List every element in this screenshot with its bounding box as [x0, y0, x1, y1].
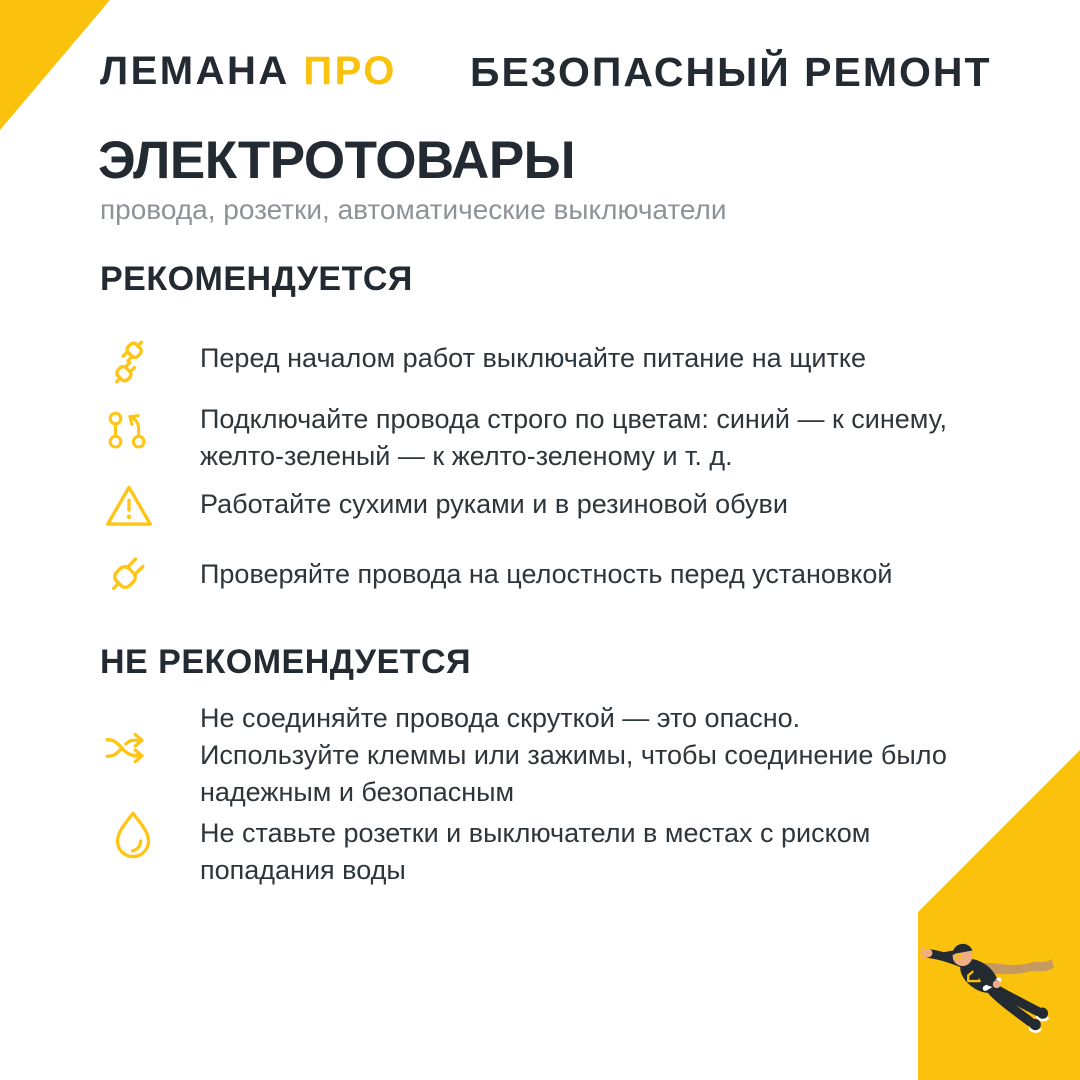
page-title: ЭЛЕКТРОТОВАРЫ [98, 131, 576, 190]
section-heading-not-recommended: НЕ РЕКОМЕНДУЕТСЯ [100, 643, 472, 681]
item-text-line: Работайте сухими руками и в резиновой обуви [200, 489, 788, 519]
item-text-line: Не соединяйте провода скруткой — это опасно. [200, 703, 801, 733]
plug-icon [100, 544, 158, 602]
brand-logo [100, 49, 397, 94]
corner-triangle-top-left [0, 0, 110, 130]
recommendation-item [200, 401, 947, 475]
plugs-connect-icon [100, 333, 158, 391]
item-text-line: Не ставьте розетки и выключатели в местах с риском [200, 818, 871, 848]
warning-triangle-icon [100, 479, 158, 537]
twisted-wires-icon [100, 719, 158, 777]
section-heading-recommended: РЕКОМЕНДУЕТСЯ [100, 260, 413, 298]
header-title: БЕЗОПАСНЫЙ РЕМОНТ [470, 49, 992, 95]
item-text-line: Перед началом работ выключайте питание на щитке [200, 343, 866, 373]
recommendation-item [200, 486, 788, 523]
logo-text-primary: ЛЕМАНА [100, 49, 290, 93]
item-text-line: желто-зеленый — к желто-зеленому и т. д. [200, 441, 733, 471]
page-subtitle: провода, розетки, автоматические выключатели [100, 194, 727, 225]
item-text-line: Используйте клеммы или зажимы, чтобы соединение было [200, 740, 947, 770]
warning-item [200, 815, 870, 889]
item-text-line: попадания воды [200, 855, 406, 885]
recommendation-item [200, 340, 866, 377]
warning-item [200, 700, 947, 811]
item-text-line: Проверяйте провода на целостность перед установкой [200, 559, 893, 589]
item-text-line: надежным и безопасным [200, 777, 515, 807]
logo-text-accent: ПРО [303, 49, 397, 93]
water-drop-icon [104, 806, 162, 870]
superhero-illustration [920, 938, 1060, 1053]
item-text-line: Подключайте провода строго по цветам: синий — к синему, [200, 404, 947, 434]
recommendation-item [200, 556, 892, 593]
wire-colors-icon [102, 406, 156, 460]
